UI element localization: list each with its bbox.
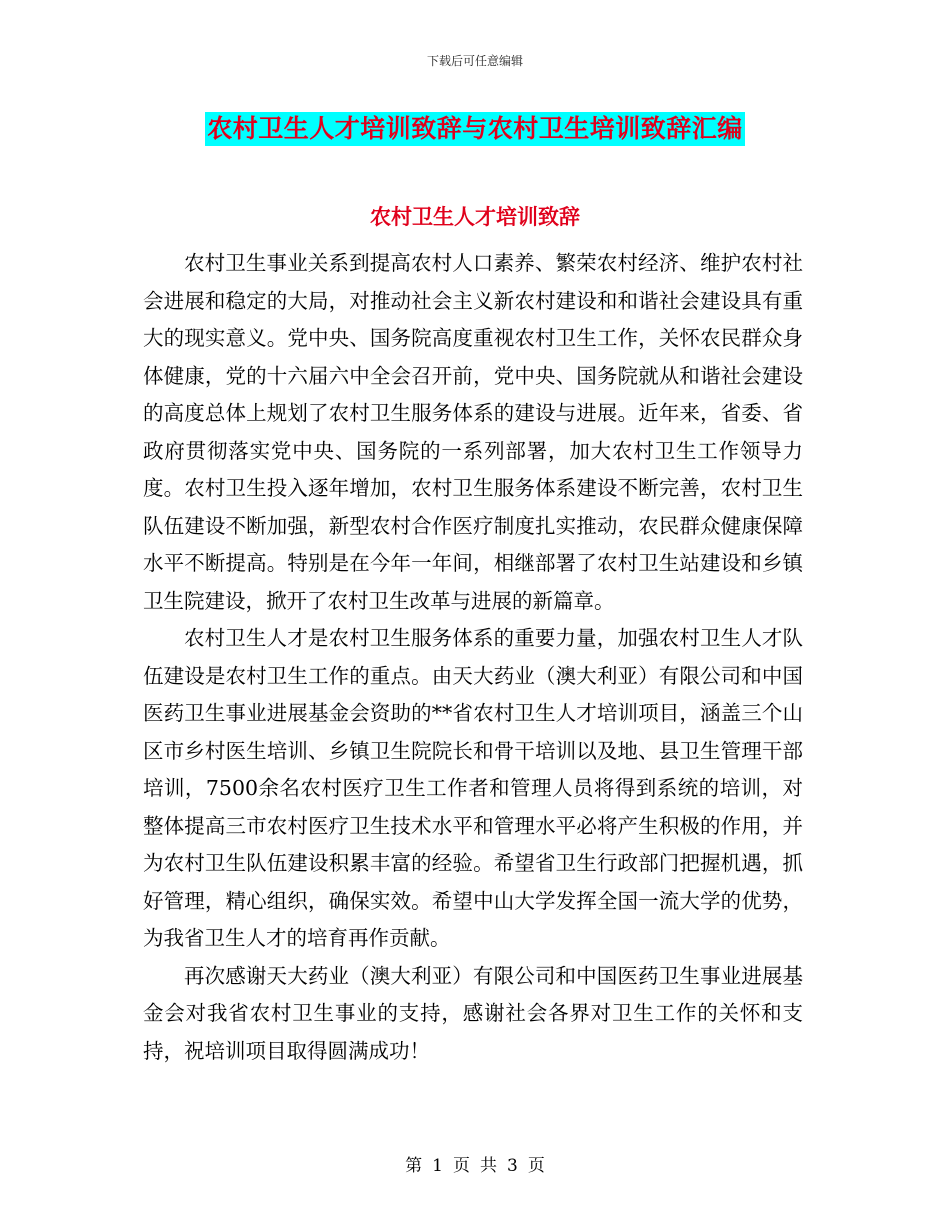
- footer-label-page-end: 页: [527, 1156, 545, 1176]
- paragraph-3: 再次感谢天大药业（澳大利亚）有限公司和中国医药卫生事业进展基金会对我省农村卫生事业的支持，感谢社会各界对卫生工作的关怀和支持，祝培训项目取得圆满成功！: [143, 963, 803, 1063]
- document-main-title: 农村卫生人才培训致辞与农村卫生培训致辞汇编: [205, 112, 745, 146]
- page-footer: [0, 1154, 950, 1178]
- footer-label-prefix: 第: [405, 1156, 423, 1176]
- footer-current-page: 1: [432, 1156, 443, 1176]
- paragraph-1: 农村卫生事业关系到提高农村人口素养、繁荣农村经济、维护农村社会进展和稳定的大局，对推动社会主义新农村建设和和谐社会建设具有重大的现实意义。党中央、国务院高度重视农村卫生工作，关怀农民群众身体健康，党的十六届六中全会召开前，党中央、国务院就从和谐社会建设的高度总体上规划了农村卫生服务体系的建设与进展。近年来，省委、省政府贯彻落实党中央、国务院的一系列部署，加大农村卫生工作领导力度。农村卫生投入逐年增加，农村卫生服务体系建设不断完善，农村卫生队伍建设不断加强，新型农村合作医疗制度扎实推动，农民群众健康保障水平不断提高。特别是在今年一年间，相继部署了农村卫生站建设和乡镇卫生院建设，掀开了农村卫生改革与进展的新篇章。: [143, 251, 803, 613]
- page-header-note: 下载后可任意编辑: [426, 54, 523, 68]
- footer-label-page: 页: [453, 1156, 470, 1176]
- main-title-container: [0, 112, 950, 146]
- footer-label-total: 共: [480, 1156, 497, 1176]
- footer-total-pages: 3: [507, 1156, 518, 1176]
- document-body: [143, 245, 803, 1070]
- section-title: 农村卫生人才培训致辞: [370, 204, 580, 229]
- paragraph-2: 农村卫生人才是农村卫生服务体系的重要力量，加强农村卫生人才队伍建设是农村卫生工作的重点。由天大药业（澳大利亚）有限公司和中国医药卫生事业进展基金会资助的**省农村卫生人才培训项目，涵盖三个山区市乡村医生培训、乡镇卫生院院长和骨干培训以及地、县卫生管理干部培训，7500余名农村医疗卫生工作者和管理人员将得到系统的培训，对整体提高三市农村医疗卫生技术水平和管理水平必将产生积极的作用，并为农村卫生队伍建设积累丰富的经验。希望省卫生行政部门把握机遇，抓好管理，精心组织，确保实效。希望中山大学发挥全国一流大学的优势，为我省卫生人才的培育再作贡献。: [143, 626, 803, 950]
